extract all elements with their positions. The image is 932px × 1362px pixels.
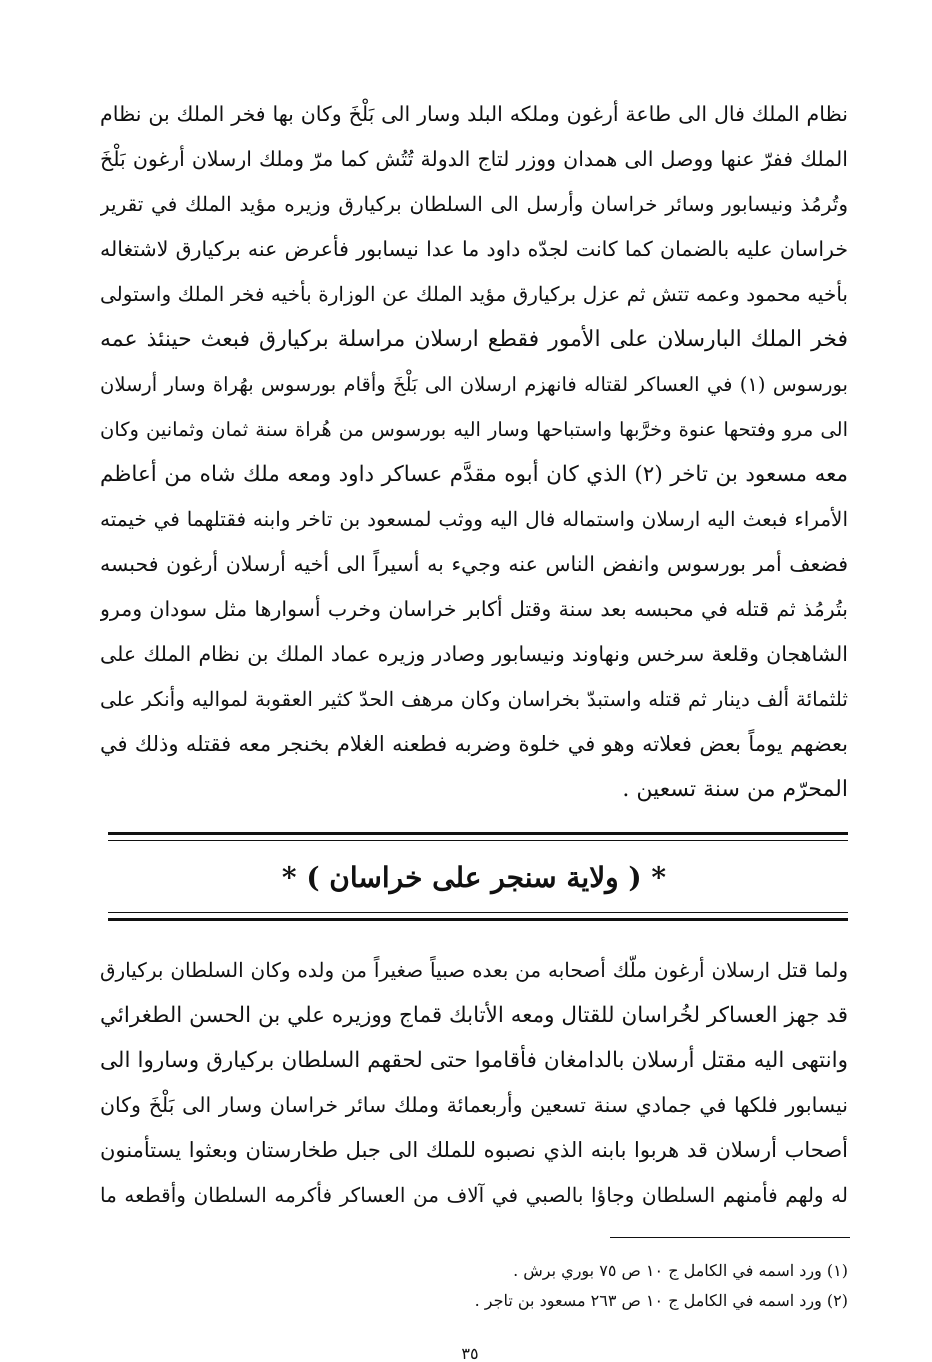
text-line: فخر الملك البارسلان على الأمور فقطع ارسلان مراسلة بركيارق فبعث حينئذ عمه (100, 327, 848, 352)
page-number: ٣٥ (461, 1346, 479, 1362)
heading-rule-bottom-thick (108, 918, 848, 921)
footnote-1: (١) ورد اسمه في الكامل ج ١٠ ص ٧٥ بوري برش . (513, 1261, 848, 1280)
paragraph-2 (100, 948, 848, 1218)
text-line: المحرّم من سنة تسعين . (622, 777, 848, 802)
text-line: وتُرمُذ ونيسابور وسائر خراسان وأرسل الى السلطان بركيارق وزيره مؤيد الملك في تقرير (100, 192, 848, 216)
footnote-separator (610, 1237, 850, 1238)
heading-rule-top-thin (108, 840, 848, 841)
text-line: الشاهجان وقلعة سرخس ونهاوند ونيسابور وصادر وزيره عماد الملك بن نظام الملك على (100, 642, 848, 666)
heading-rule-top-thick (108, 832, 848, 835)
text-line: قد جهز العساكر لخُراسان للقتال ومعه الأتابك قماج ووزيره علي بن الحسن الطغرائي (100, 1003, 848, 1028)
text-line: نيسابور فلكها في جمادي سنة تسعين وأربعمائة وملك سائر خراسان وسار الى بَلْخَ وكان (100, 1093, 848, 1117)
text-line: ثلثمائة ألف دينار ثم قتله واستبدّ بخراسان وكان مرهف الحدّ كثير العقوبة لمواليه وأنكر على (100, 687, 848, 711)
text-line: بعضهم يوماً بعض فعلاته وهو في خلوة وضربه فطعنه الغلام بخنجر معه فقتله وذلك في (100, 732, 848, 756)
text-line: بتُرمُذ ثم قتله في محبسه بعد سنة وقتل أكابر خراسان وخرب أسوارها مثل سودان ومرو (100, 597, 848, 621)
footnote-2: (٢) ورد اسمه في الكامل ج ١٠ ص ٢٦٣ مسعود بن تاجر . (474, 1291, 848, 1310)
text-line: بأخيه محمود وعمه تتش ثم عزل بركيارق مؤيد الملك عن الوزارة بأخيه فخر الملك واستولى (100, 282, 848, 306)
text-line: له ولهم فأمنهم السلطان وجاؤا بالصبي في آلاف من العساكر فأكرمه السلطان وأقطعه ما (100, 1183, 848, 1207)
text-line: وانتهى اليه مقتل أرسلان بالدامغان فأقاموا حتى لحقهم السلطان بركيارق وساروا الى (100, 1048, 848, 1073)
text-line: فضعف أمر بورسوس وانفض الناس عنه وجيء به أسيراً الى أخيه أرسلان أرغون فحبسه (100, 552, 848, 576)
text-line: نظام الملك فال الى طاعة أرغون وملكه البلد وسار الى بَلْخَ وكان بها فخر الملك بن نظام (100, 102, 848, 126)
text-line: الأمراء فبعث اليه ارسلان واستماله فال اليه ووثب لمسعود بن تاخر وابنه فقتلهما في خيمته (100, 507, 848, 531)
footnotes (100, 1256, 848, 1316)
text-line: الملك ففرّ عنها ووصل الى همدان ووزر لتاج الدولة تُتُش كما مرّ وملك ارسلان أرغون بَلْخَ (100, 147, 848, 171)
section-heading: * ( ولاية سنجر على خراسان ) * (281, 861, 667, 894)
text-line: خراسان عليه بالضمان كما كانت لجدّه داود ما عدا نيسابور فأعرض عنه بركيارق لاشتغاله (100, 237, 848, 261)
text-line: بورسوس (١) في العساكر لقتاله فانهزم ارسلان الى بَلْخَ وأقام بورسوس بهُراة وسار أرسلان (100, 373, 848, 396)
text-line: معه مسعود بن تاخر (٢) الذي كان أبوه مقدَّم عساكر داود ومعه ملك شاه من أعاظم (100, 462, 848, 487)
heading-rule-bottom-thin (108, 912, 848, 913)
paragraph-1 (100, 92, 848, 812)
text-line: أصحاب أرسلان قد هربوا بابنه الذي نصبوه للملك الى جبل طخارستان وبعثوا يستأمنون (100, 1138, 848, 1162)
text-line: الى مرو وفتحها عنوة وخرَّبها واستباحها وسار اليه بورسوس من هُراة سنة ثمان وثمانين وكان (100, 418, 848, 441)
text-line: ولما قتل ارسلان أرغون ملّك أصحابه من بعده صبياً صغيراً من ولده وكان السلطان بركيارق (100, 958, 848, 982)
